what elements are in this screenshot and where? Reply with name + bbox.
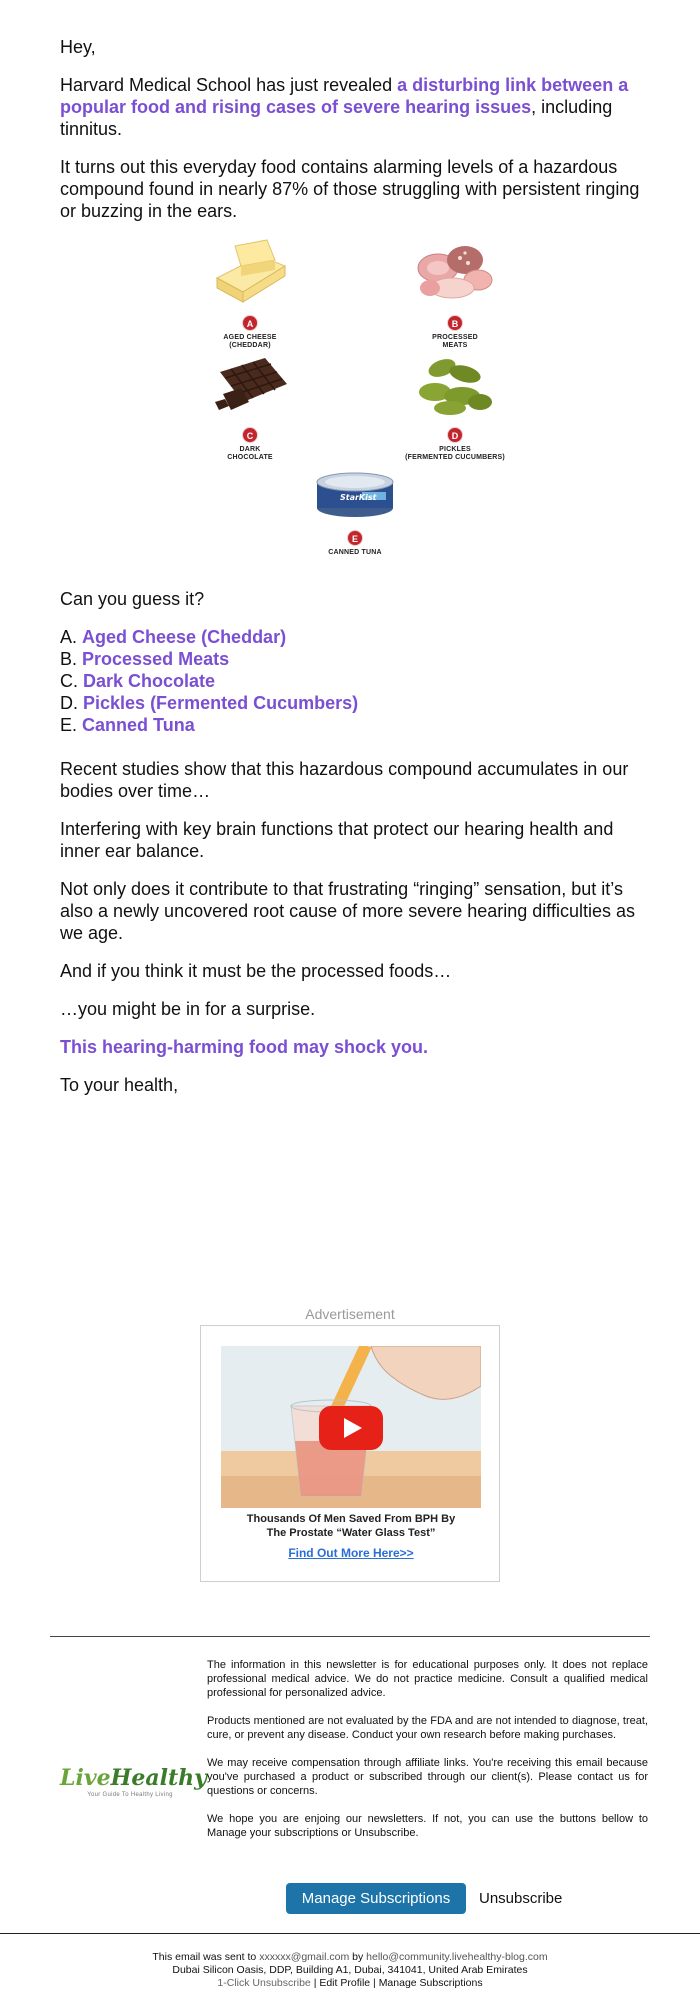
option-item: E. Canned Tuna xyxy=(60,715,195,735)
ad-video-thumbnail[interactable] xyxy=(221,1346,481,1508)
ad-caption-line2: The Prostate “Water Glass Test” xyxy=(266,1527,436,1539)
livehealthy-logo xyxy=(60,1765,207,1798)
cheese-image xyxy=(205,238,295,308)
disclaimer-affiliate: We may receive compensation through affiliate links. You're receiving this email because you've purchased a product or subscribed through our client(s). Please contact us for questions or concerns. xyxy=(207,1757,648,1797)
answer-options xyxy=(60,626,650,736)
option-link-b[interactable]: Processed Meats xyxy=(82,649,230,669)
footer xyxy=(150,1951,550,1990)
food-caption-a2: (CHEDDAR) xyxy=(229,342,271,349)
food-item-cheese xyxy=(195,238,305,350)
manage-subscriptions-button[interactable]: Manage Subscriptions xyxy=(286,1883,466,1914)
email-body xyxy=(60,0,650,1112)
intro-text-end: , including tinnitus. xyxy=(60,97,613,139)
one-click-unsubscribe-link[interactable]: 1-Click Unsubscribe xyxy=(217,1977,311,1989)
food-badge-b: B xyxy=(447,315,463,331)
recipient-email[interactable]: xxxxxx@gmail.com xyxy=(259,1951,350,1963)
footer-divider xyxy=(0,1933,700,1934)
headline-link[interactable]: a disturbing link between a popular food and rising cases of severe hearing issues xyxy=(60,75,629,117)
legal-disclaimer xyxy=(207,1658,648,1854)
compound-paragraph: It turns out this everyday food contains alarming levels of a hazardous compound found in nearly 87% of those struggling with persistent ringing or buzzing in the ears. xyxy=(60,157,640,221)
option-item: B. Processed Meats xyxy=(60,649,230,669)
food-caption-d2: (FERMENTED CUCUMBERS) xyxy=(405,454,505,461)
ad-caption-line1: Thousands Of Men Saved From BPH By xyxy=(246,1513,456,1525)
ad-label: Advertisement xyxy=(305,1306,395,1322)
food-caption-a1: AGED CHEESE xyxy=(223,334,277,341)
food-item-chocolate xyxy=(195,350,305,462)
footer-links: 1-Click Unsubscribe | Edit Profile | Manage Subscriptions xyxy=(217,1977,483,1989)
section-divider xyxy=(50,1636,650,1637)
edit-profile-link[interactable]: Edit Profile xyxy=(319,1977,371,1989)
logo-wordmark: LiveHealthy xyxy=(60,1765,207,1791)
pickles-image xyxy=(410,350,500,420)
guess-question: Can you guess it? xyxy=(60,589,205,609)
chocolate-image xyxy=(205,350,295,420)
food-item-pickles xyxy=(400,350,510,462)
option-link-d[interactable]: Pickles (Fermented Cucumbers) xyxy=(83,693,359,713)
company-address: Dubai Silicon Oasis, DDP, Building A1, Dubai, 341041, United Arab Emirates xyxy=(172,1964,528,1976)
ad-banner[interactable] xyxy=(200,1325,500,1582)
food-badge-d: D xyxy=(447,427,463,443)
logo-tagline: Your Guide To Healthy Living xyxy=(87,1792,173,1798)
disclaimer-educational: The information in this newsletter is for educational purposes only. It does not replace professional medical advice. We do not practice medicine. Consult a qualified medical professional for personalized advice. xyxy=(207,1659,648,1699)
food-caption-d1: PICKLES xyxy=(439,446,471,453)
sender-email[interactable]: hello@community.livehealthy-blog.com xyxy=(366,1951,548,1963)
unsubscribe-button[interactable]: Unsubscribe xyxy=(479,1890,563,1907)
food-item-tuna xyxy=(300,468,410,557)
food-caption-b2: MEATS xyxy=(442,342,468,349)
disclaimer-fda: Products mentioned are not evaluated by the FDA and are not intended to diagnose, treat, cure, or prevent any disease. Conduct your own research before making purchases. xyxy=(207,1715,648,1741)
option-item: C. Dark Chocolate xyxy=(60,671,216,691)
sent-to-line: This email was sent to xxxxxx@gmail.com by hello@community.livehealthy-blog.com xyxy=(152,1951,548,1963)
food-caption-c1: DARK xyxy=(239,446,261,453)
food-caption-c2: CHOCOLATE xyxy=(227,454,273,461)
signoff: To your health, xyxy=(60,1075,179,1095)
option-link-a[interactable]: Aged Cheese (Cheddar) xyxy=(82,627,287,647)
greeting: Hey, xyxy=(60,37,96,57)
studies-paragraph: Recent studies show that this hazardous compound accumulates in our bodies over time… xyxy=(60,759,629,801)
intro-paragraph xyxy=(60,74,650,140)
surprise-paragraph: …you might be in for a surprise. xyxy=(60,999,316,1019)
option-item: D. Pickles (Fermented Cucumbers) xyxy=(60,693,359,713)
food-caption-b1: PROCESSED xyxy=(432,334,478,341)
play-icon[interactable] xyxy=(319,1406,383,1450)
option-item: A. Aged Cheese (Cheddar) xyxy=(60,627,287,647)
ad-find-out-link[interactable]: Find Out More Here>> xyxy=(288,1546,414,1560)
ringing-paragraph: Not only does it contribute to that frustrating “ringing” sensation, but it’s also a newly uncovered root cause of more severe hearing difficulties as we age. xyxy=(60,879,635,943)
intro-text-start: Harvard Medical School has just revealed xyxy=(60,75,398,95)
footer-manage-link[interactable]: Manage Subscriptions xyxy=(378,1977,483,1989)
ad-caption xyxy=(201,1512,501,1540)
food-badge-e: E xyxy=(347,530,363,546)
disclaimer-manage: We hope you are enjoing our newsletters. If not, you can use the buttons bellow to Manage your subscriptions or Unsubscribe. xyxy=(207,1813,648,1839)
food-badge-a: A xyxy=(242,315,258,331)
foods-illustration xyxy=(195,238,515,558)
option-link-c[interactable]: Dark Chocolate xyxy=(83,671,216,691)
tuna-brand-text: StarKist xyxy=(340,493,377,502)
processed-paragraph: And if you think it must be the processed foods… xyxy=(60,961,452,981)
tuna-can-image xyxy=(310,468,400,523)
food-badge-c: C xyxy=(242,427,258,443)
meats-image xyxy=(410,238,500,308)
cta-link[interactable]: This hearing-harming food may shock you. xyxy=(60,1037,429,1057)
brain-paragraph: Interfering with key brain functions that protect our hearing health and inner ear balance. xyxy=(60,819,614,861)
option-link-e[interactable]: Canned Tuna xyxy=(82,715,195,735)
food-caption-e1: CANNED TUNA xyxy=(328,549,382,556)
food-item-meats xyxy=(400,238,510,350)
